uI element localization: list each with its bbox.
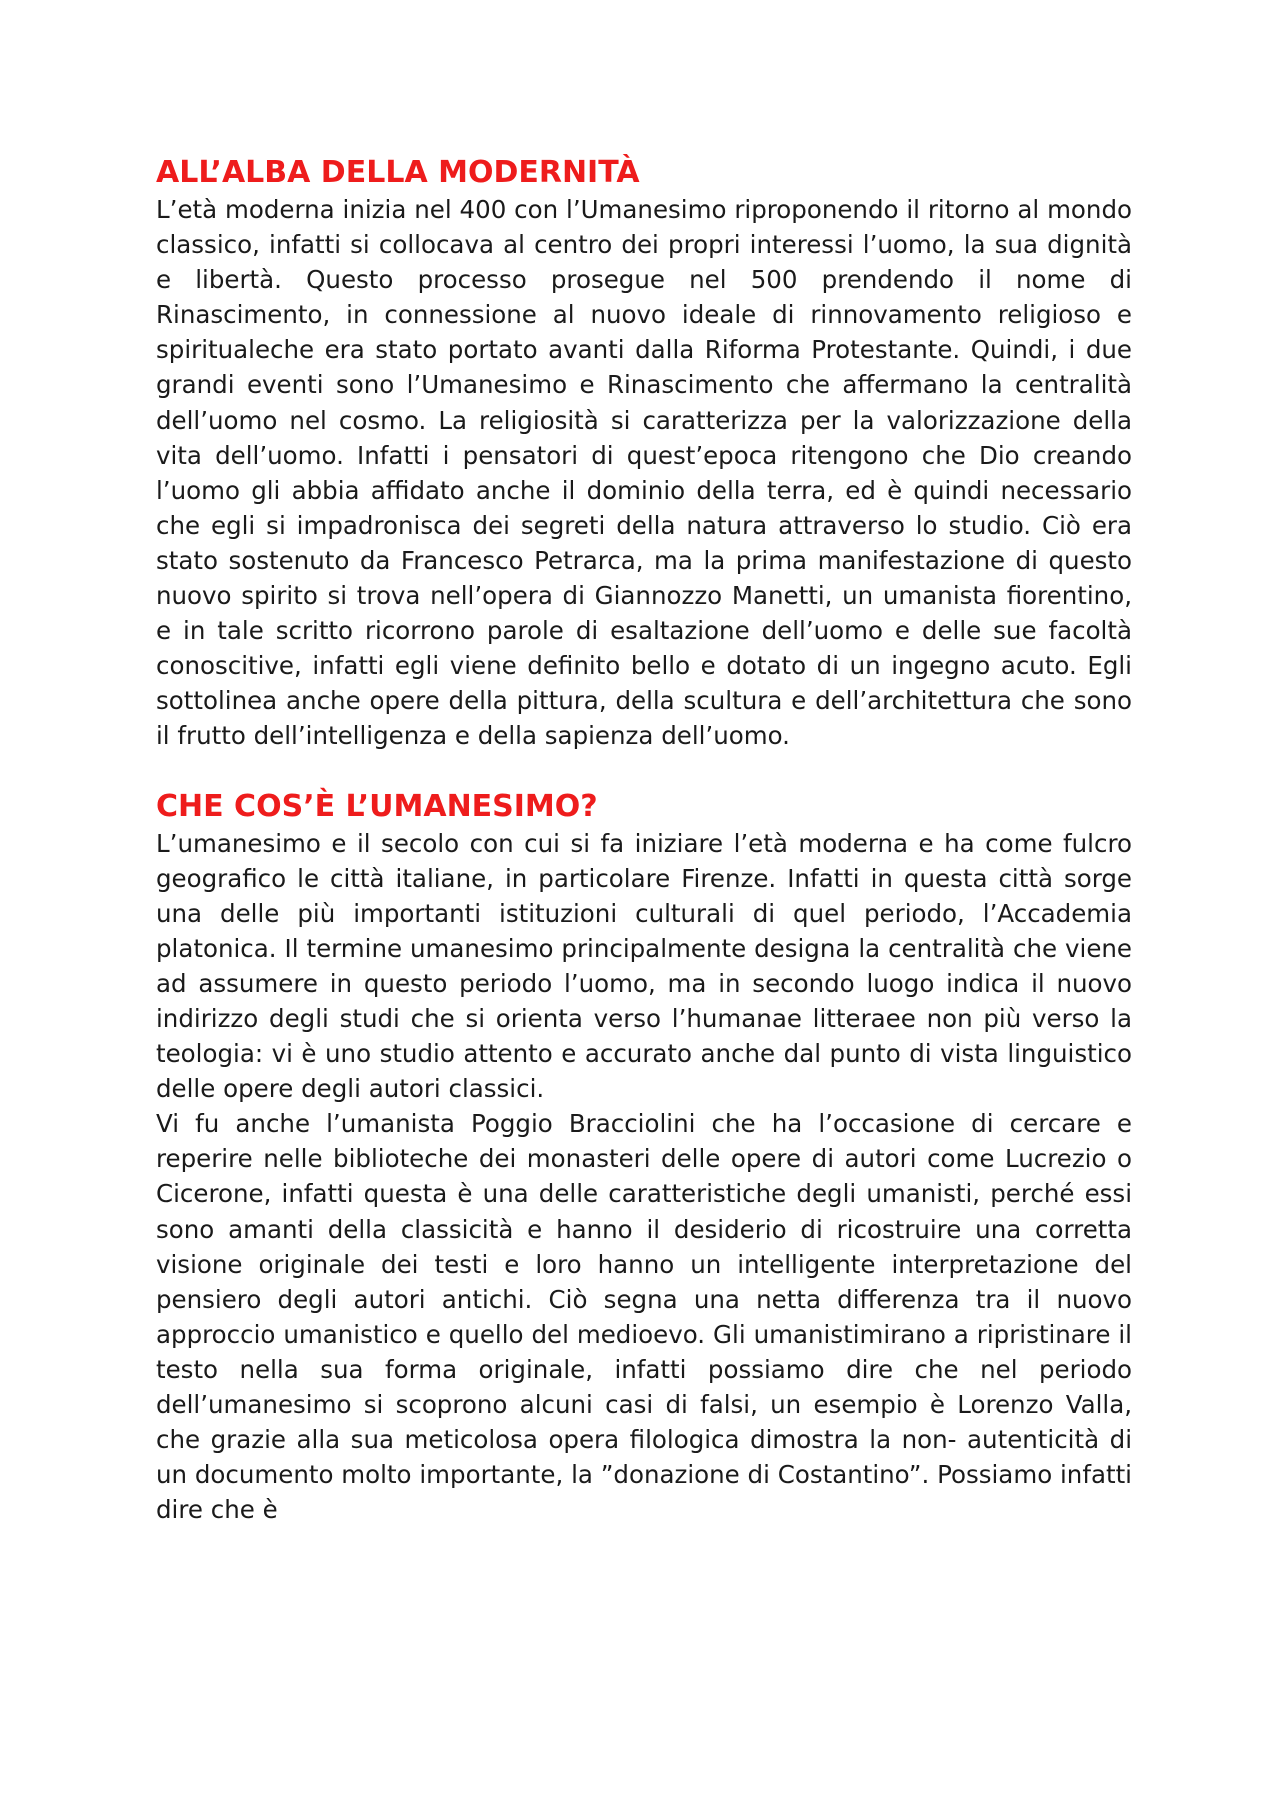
section-umanesimo [156, 788, 1132, 1528]
document-page [156, 154, 1132, 1527]
section-spacer [156, 754, 1132, 788]
section-heading: ALL’ALBA DELLA MODERNITÀ [156, 155, 640, 190]
section-alba-modernita [156, 154, 1132, 754]
body-paragraph: Vi fu anche l’umanista Poggio Bracciolini che ha l’occasione di cercare e reperire nelle biblioteche dei monasteri delle opere di autori come Lucrezio o Cicerone, infatti questa è una delle caratteristiche degli umanisti, perché essi sono amanti della classicità e hanno il desiderio di ricostruire una corretta visione originale dei testi e loro hanno un intelligente interpretazione del pensiero degli autori antichi. Ciò segna una netta differenza tra il nuovo approccio umanistico e quello del medioevo. Gli umanistimirano a ripristinare il testo nella sua forma originale, infatti possiamo dire che nel periodo dell’umanesimo si scoprono alcuni casi di falsi, un esempio è Lorenzo Valla, che grazie alla sua meticolosa opera filologica dimostra la non- autenticità di un documento molto importante, la ”donazione di Costantino”. Possiamo infatti dire che è [156, 1109, 1132, 1525]
body-paragraph: L’umanesimo e il secolo con cui si fa iniziare l’età moderna e ha come fulcro geografico le città italiane, in particolare Firenze. Infatti in questa città sorge una delle più importanti istituzioni culturali di quel periodo, l’Accademia platonica. Il termine umanesimo principalmente designa la centralità che viene ad assumere in questo periodo l’uomo, ma in secondo luogo indica il nuovo indirizzo degli studi che si orienta verso l’humanae litteraee non più verso la teologia: vi è uno studio attento e accurato anche dal punto di vista linguistico delle opere degli autori classici. [156, 828, 1132, 1104]
section-heading: CHE COS’È L’UMANESIMO? [156, 788, 598, 824]
body-paragraph: L’età moderna inizia nel 400 con l’Umanesimo riproponendo il ritorno al mondo classico, infatti si collocava al centro dei propri interessi l’uomo, la sua dignità e libertà. Questo processo prosegue nel 500 prendendo il nome di Rinascimento, in connessione al nuovo ideale di rinnovamento religioso e spiritualeche era stato portato avanti dalla Riforma Protestante. Quindi, i due grandi eventi sono l’Umanesimo e Rinascimento che affermano la centralità dell’uomo nel cosmo. La religiosità si caratterizza per la valorizzazione della vita dell’uomo. Infatti i pensatori di quest’epoca ritengono che Dio creando l’uomo gli abbia affidato anche il dominio della terra, ed è quindi necessario che egli si impadronisca dei segreti della natura attraverso lo studio. Ciò era stato sostenuto da Francesco Petrarca, ma la prima manifestazione di questo nuovo spirito si trova nell’opera di Giannozzo Manetti, un umanista fiorentino, e in tale scritto ricorrono parole di esaltazione dell’uomo e delle sue facoltà conoscitive, infatti egli viene definito bello e dotato di un ingegno acuto. Egli sottolinea anche opere della pittura, della scultura e dell’architettura che sono il frutto dell’intelligenza e della sapienza dell’uomo. [156, 195, 1132, 751]
